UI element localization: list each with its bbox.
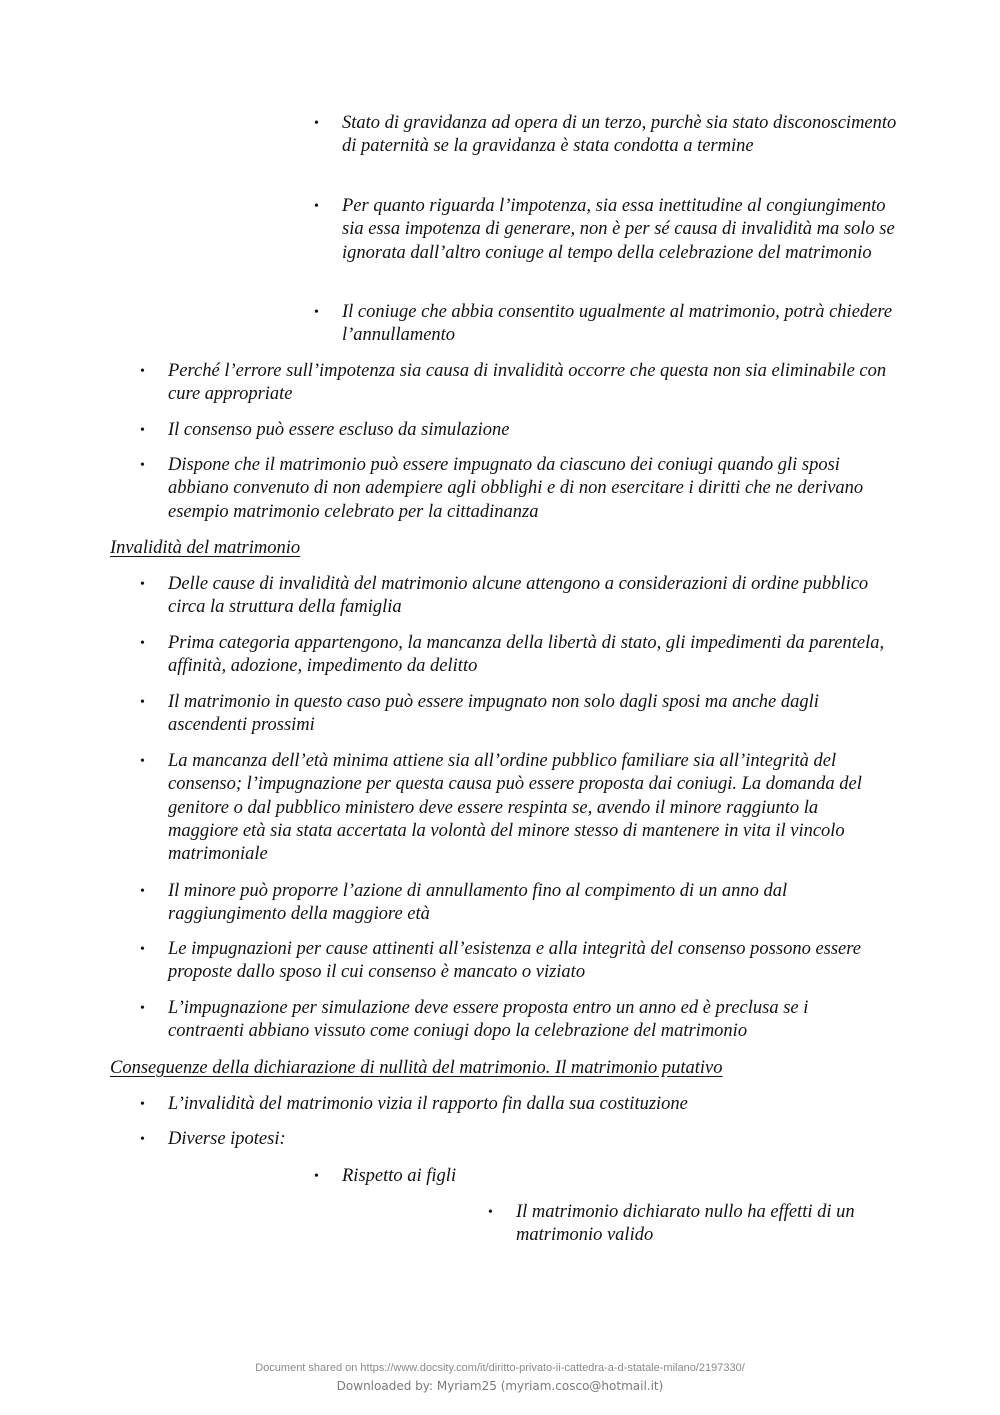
list-item bbox=[314, 195, 902, 265]
list-item bbox=[140, 454, 888, 524]
list-item-text: Delle cause di invalidità del matrimonio alcune attengono a considerazioni di ordine pubblico circa la struttura della famiglia bbox=[168, 574, 869, 618]
list-item bbox=[140, 1093, 888, 1116]
list-item-text: Il minore può proporre l’azione di annullamento fino al compimento di un anno dal raggiungimento della maggiore età bbox=[168, 881, 788, 925]
list-item-text: Per quanto riguarda l’impotenza, sia essa inettitudine al congiungimento sia essa impotenza di generare, non è per sé causa di invalidità ma solo se ignorata dall’altro coniuge al tempo della celebrazione del matrimonio bbox=[342, 196, 895, 263]
list-item-text: Prima categoria appartengono, la mancanza della libertà di stato, gli impedimenti da parentela, affinità, adozione, impedimento da delitto bbox=[168, 633, 885, 677]
bullet-marker: • bbox=[140, 636, 145, 651]
list-item bbox=[140, 360, 888, 407]
bullet-marker: • bbox=[140, 942, 145, 957]
list-item-text: Perché l’errore sull’impotenza sia causa di invalidità occorre che questa non sia eliminabile con cure appropriate bbox=[168, 361, 887, 405]
list-item-text: Il consenso può essere escluso da simulazione bbox=[168, 420, 510, 440]
list-item-text: L’impugnazione per simulazione deve essere proposta entro un anno ed è preclusa se i contraenti abbiano vissuto come coniugi dopo la celebrazione del matrimonio bbox=[168, 998, 809, 1042]
list-item-text: Le impugnazioni per cause attinenti all’esistenza e alla integrità del consenso possono essere proposte dallo sposo il cui consenso è mancato o viziato bbox=[168, 939, 861, 983]
list-item bbox=[314, 1165, 902, 1188]
bullet-marker: • bbox=[140, 1097, 145, 1112]
list-item bbox=[140, 419, 888, 442]
list-item bbox=[314, 301, 902, 348]
bullet-marker: • bbox=[140, 1001, 145, 1016]
list-item-text: Diverse ipotesi: bbox=[168, 1129, 286, 1149]
list-item-text: Dispone che il matrimonio può essere impugnato da ciascuno dei coniugi quando gli sposi abbiano convenuto di non adempiere agli obblighi e di non esercitare i diritti che ne derivano esempio matrimonio celebrato per la cittadinanza bbox=[168, 455, 864, 522]
list-item-text: L’invalidità del matrimonio vizia il rapporto fin dalla sua costituzione bbox=[168, 1094, 688, 1114]
bullet-marker: • bbox=[314, 1169, 319, 1184]
list-item-text: Il matrimonio dichiarato nullo ha effetti di un matrimonio valido bbox=[516, 1202, 855, 1246]
list-item bbox=[140, 1128, 888, 1151]
list-item-text: La mancanza dell’età minima attiene sia all’ordine pubblico familiare sia all’integrità del consenso; l’impugnazione per questa causa può essere proposta dai coniugi. La domanda del genitore o dal pubblico ministero deve essere respinta se, avendo il minore raggiunto la maggiore età sia stata accertata la volontà del minore stesso di mantenere in vita il vincolo matrimoniale bbox=[168, 751, 862, 865]
bullet-marker: • bbox=[140, 458, 145, 473]
section-heading: Invalidità del matrimonio bbox=[110, 538, 301, 558]
list-item bbox=[488, 1201, 896, 1248]
bullet-marker: • bbox=[140, 754, 145, 769]
bullet-marker: • bbox=[140, 577, 145, 592]
list-item bbox=[140, 750, 888, 866]
footer-shared-link[interactable]: Document shared on https://www.docsity.com/it/diritto-privato-ii-cattedra-a-d-statale-milano/2197330/ bbox=[255, 1362, 745, 1374]
bullet-marker: • bbox=[140, 695, 145, 710]
footer-downloaded-by: Downloaded by: Myriam25 (myriam.cosco@hotmail.it) bbox=[336, 1379, 664, 1393]
bullet-marker: • bbox=[140, 423, 145, 438]
section-heading: Conseguenze della dichiarazione di nullità del matrimonio. Il matrimonio putativo bbox=[110, 1058, 723, 1078]
bullet-marker: • bbox=[314, 116, 319, 131]
bullet-marker: • bbox=[314, 199, 319, 214]
bullet-marker: • bbox=[314, 305, 319, 320]
list-item bbox=[314, 112, 902, 159]
list-item-text: Il matrimonio in questo caso può essere impugnato non solo dagli sposi ma anche dagli ascendenti prossimi bbox=[168, 692, 819, 736]
bullet-marker: • bbox=[140, 364, 145, 379]
bullet-marker: • bbox=[488, 1205, 493, 1220]
list-item-text: Stato di gravidanza ad opera di un terzo, purchè sia stato disconoscimento di paternità se la gravidanza è stata condotta a termine bbox=[342, 113, 897, 157]
list-item bbox=[140, 573, 888, 620]
list-item bbox=[140, 691, 888, 738]
list-item bbox=[140, 938, 888, 985]
bullet-marker: • bbox=[140, 1132, 145, 1147]
list-item-text: Il coniuge che abbia consentito ugualmente al matrimonio, potrà chiedere l’annullamento bbox=[342, 302, 893, 346]
list-item bbox=[140, 880, 888, 927]
bullet-marker: • bbox=[140, 884, 145, 899]
list-item bbox=[140, 997, 888, 1044]
list-item bbox=[140, 632, 888, 679]
list-item-text: Rispetto ai figli bbox=[342, 1166, 457, 1186]
